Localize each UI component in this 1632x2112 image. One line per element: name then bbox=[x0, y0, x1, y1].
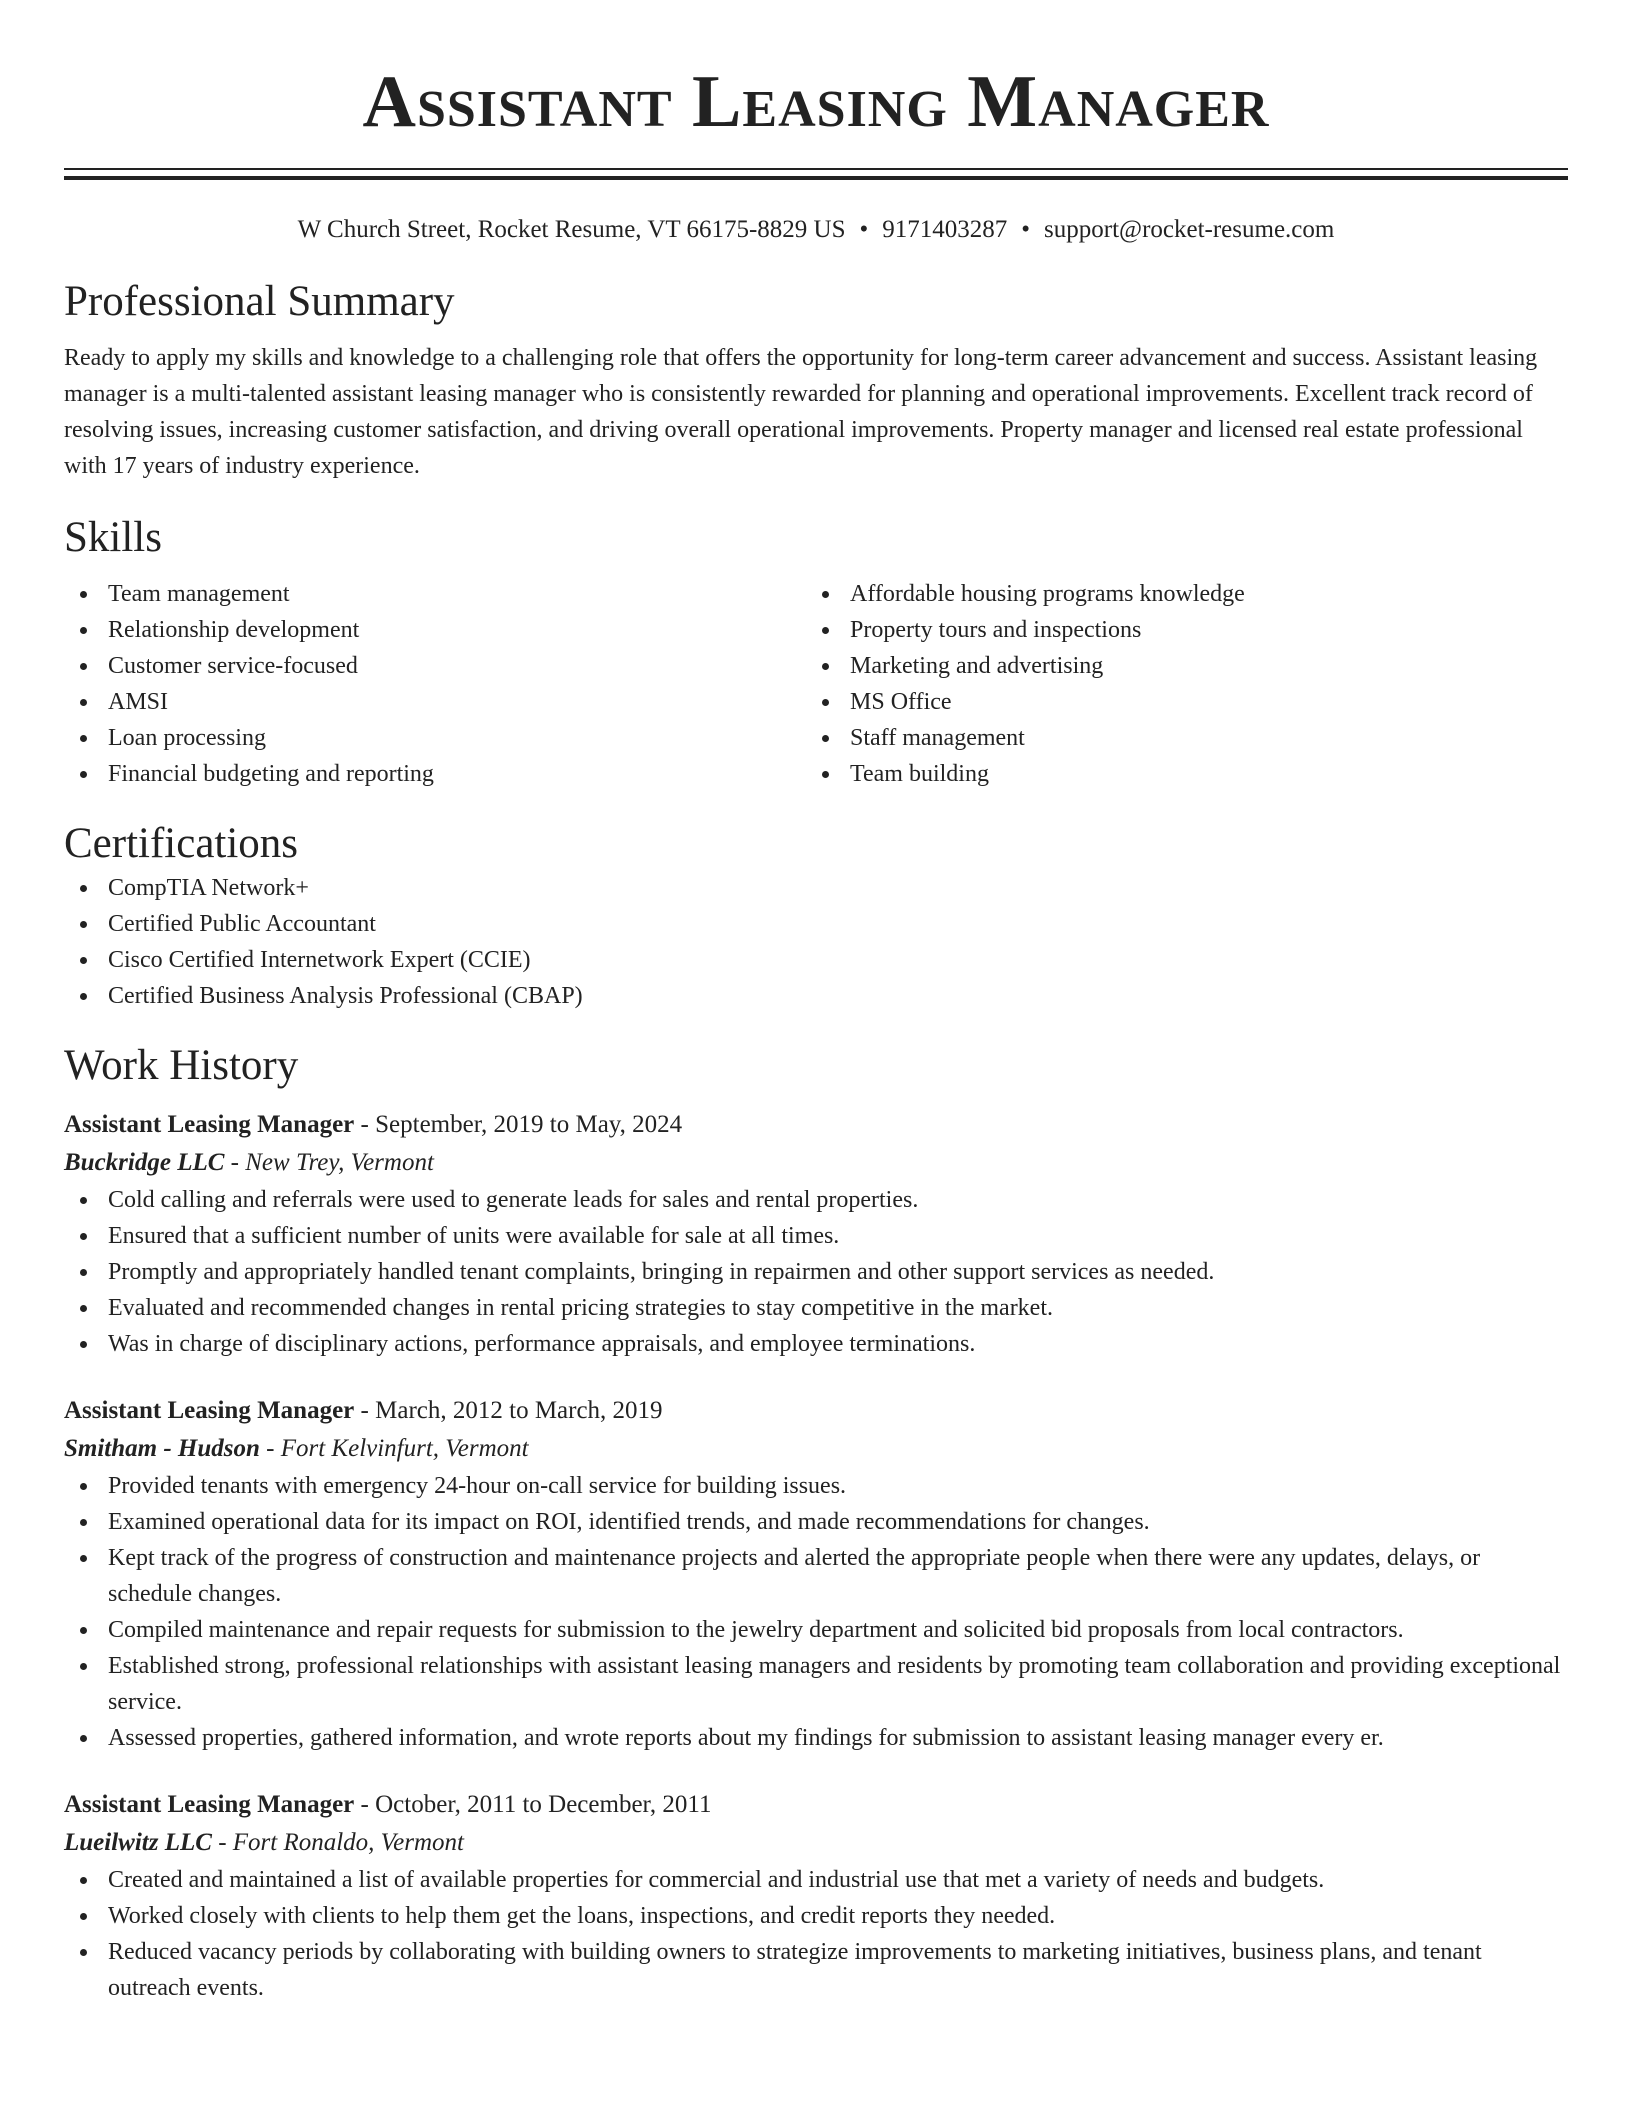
job-duties-list bbox=[64, 1862, 1568, 2006]
bullet-icon bbox=[80, 993, 87, 1000]
bullet-icon bbox=[822, 735, 829, 742]
bullet-icon bbox=[80, 1663, 87, 1670]
list-item-text: Certified Business Analysis Professional (CBAP) bbox=[108, 983, 583, 1009]
list-item bbox=[64, 1504, 1568, 1540]
bullet-icon bbox=[80, 699, 87, 706]
list-item bbox=[64, 1648, 1568, 1720]
summary-section-title: Professional Summary bbox=[64, 278, 455, 325]
bullet-icon bbox=[80, 1555, 87, 1562]
job-role: Assistant Leasing Manager bbox=[64, 1111, 355, 1138]
bullet-icon bbox=[80, 1341, 87, 1348]
bullet-icon bbox=[80, 957, 87, 964]
job-dates: - October, 2011 to December, 2011 bbox=[354, 1791, 712, 1818]
job-employer-line bbox=[64, 1430, 1568, 1468]
list-item bbox=[806, 684, 1548, 720]
list-item bbox=[64, 648, 806, 684]
job-duties-list bbox=[64, 1468, 1568, 1756]
contact-email: support@rocket-resume.com bbox=[1044, 216, 1335, 243]
list-item-text: Examined operational data for its impact on ROI, identified trends, and made recommendations for changes. bbox=[108, 1509, 1150, 1535]
list-item-text: Relationship development bbox=[108, 617, 360, 643]
bullet-icon bbox=[80, 735, 87, 742]
list-item-text: Affordable housing programs knowledge bbox=[850, 581, 1245, 607]
list-item bbox=[64, 1934, 1568, 2006]
list-item bbox=[64, 1612, 1568, 1648]
list-item-text: Provided tenants with emergency 24-hour on-call service for building issues. bbox=[108, 1473, 847, 1499]
job-employer-line bbox=[64, 1824, 1568, 1862]
list-item-text: Compiled maintenance and repair requests for submission to the jewelry department and solicited bid proposals from local contractors. bbox=[108, 1617, 1404, 1643]
bullet-icon bbox=[822, 771, 829, 778]
job-dates: - September, 2019 to May, 2024 bbox=[354, 1111, 683, 1138]
bullet-icon bbox=[80, 771, 87, 778]
list-item-text: Marketing and advertising bbox=[850, 653, 1104, 679]
header-divider-thick bbox=[64, 176, 1568, 180]
certifications-list bbox=[64, 870, 1568, 1014]
list-item-text: Ensured that a sufficient number of units were available for sale at all times. bbox=[108, 1223, 840, 1249]
list-item bbox=[64, 906, 1568, 942]
list-item bbox=[64, 1540, 1568, 1612]
contact-phone: 9171403287 bbox=[882, 216, 1008, 243]
skills-grid bbox=[64, 576, 1568, 792]
certifications-section-title: Certifications bbox=[64, 820, 299, 867]
list-item-text: Team management bbox=[108, 581, 290, 607]
job-duties-list bbox=[64, 1182, 1568, 1362]
list-item bbox=[806, 612, 1548, 648]
bullet-icon bbox=[80, 1197, 87, 1204]
list-item bbox=[64, 870, 1568, 906]
job-location: - Fort Ronaldo, Vermont bbox=[211, 1829, 465, 1856]
list-item-text: Customer service-focused bbox=[108, 653, 358, 679]
job-entry bbox=[64, 1786, 1568, 2006]
list-item-text: Worked closely with clients to help them get the loans, inspections, and credit reports they needed. bbox=[108, 1903, 1056, 1929]
list-item bbox=[64, 942, 1568, 978]
contact-separator: • bbox=[859, 216, 869, 243]
list-item-text: Certified Public Accountant bbox=[108, 911, 376, 937]
bullet-icon bbox=[80, 591, 87, 598]
list-item-text: Team building bbox=[850, 761, 989, 787]
list-item bbox=[806, 756, 1548, 792]
list-item-text: Property tours and inspections bbox=[850, 617, 1142, 643]
bullet-icon bbox=[80, 921, 87, 928]
bullet-icon bbox=[80, 663, 87, 670]
list-item-text: MS Office bbox=[850, 689, 952, 715]
list-item-text: Cisco Certified Internetwork Expert (CCIE) bbox=[108, 947, 531, 973]
list-item bbox=[64, 1290, 1568, 1326]
list-item bbox=[64, 1468, 1568, 1504]
list-item-text: Established strong, professional relationships with assistant leasing managers and residents by promoting team collaboration and providing exceptional service. bbox=[108, 1653, 1561, 1715]
list-item bbox=[64, 1218, 1568, 1254]
list-item-text: Kept track of the progress of construction and maintenance projects and alerted the appropriate people when there were any updates, delays, or schedule changes. bbox=[108, 1545, 1481, 1607]
list-item-text: Loan processing bbox=[108, 725, 266, 751]
job-heading bbox=[64, 1786, 1568, 1824]
header-divider-thin bbox=[64, 168, 1568, 170]
job-location: - New Trey, Vermont bbox=[224, 1149, 434, 1176]
list-item bbox=[806, 576, 1548, 612]
bullet-icon bbox=[822, 591, 829, 598]
list-item bbox=[64, 612, 806, 648]
list-item bbox=[806, 648, 1548, 684]
resume-page bbox=[64, 0, 1568, 2006]
list-item-text: CompTIA Network+ bbox=[108, 875, 309, 901]
job-employer-line bbox=[64, 1144, 1568, 1182]
list-item bbox=[64, 978, 1568, 1014]
skills-list-left bbox=[64, 576, 806, 792]
skills-list-right bbox=[806, 576, 1548, 792]
bullet-icon bbox=[80, 1519, 87, 1526]
bullet-icon bbox=[80, 885, 87, 892]
bullet-icon bbox=[822, 663, 829, 670]
bullet-icon bbox=[80, 1913, 87, 1920]
list-item bbox=[64, 720, 806, 756]
resume-name-heading: Assistant Leasing Manager bbox=[362, 61, 1270, 143]
list-item-text: Was in charge of disciplinary actions, performance appraisals, and employee terminations. bbox=[108, 1331, 976, 1357]
list-item-text: Assessed properties, gathered information, and wrote reports about my findings for submission to assistant leasing manager every er. bbox=[108, 1725, 1384, 1751]
job-entry bbox=[64, 1106, 1568, 1362]
list-item bbox=[64, 756, 806, 792]
list-item-text: Cold calling and referrals were used to generate leads for sales and rental properties. bbox=[108, 1187, 919, 1213]
job-heading bbox=[64, 1106, 1568, 1144]
skills-section-title: Skills bbox=[64, 514, 162, 561]
list-item bbox=[64, 576, 806, 612]
bullet-icon bbox=[80, 627, 87, 634]
contact-separator: • bbox=[1021, 216, 1031, 243]
contact-address: W Church Street, Rocket Resume, VT 66175-8829 US bbox=[297, 216, 846, 243]
list-item bbox=[64, 1182, 1568, 1218]
list-item bbox=[64, 1254, 1568, 1290]
list-item-text: AMSI bbox=[108, 689, 169, 715]
work-history-list bbox=[64, 1106, 1568, 2006]
job-company: Buckridge LLC bbox=[64, 1149, 225, 1176]
bullet-icon bbox=[80, 1483, 87, 1490]
list-item-text: Promptly and appropriately handled tenant complaints, bringing in repairmen and other support services as needed. bbox=[108, 1259, 1215, 1285]
bullet-icon bbox=[80, 1735, 87, 1742]
list-item-text: Reduced vacancy periods by collaborating with building owners to strategize improvements to marketing initiatives, business plans, and tenant outreach events. bbox=[108, 1939, 1482, 2001]
list-item bbox=[64, 1898, 1568, 1934]
job-company: Lueilwitz LLC bbox=[64, 1829, 212, 1856]
bullet-icon bbox=[80, 1269, 87, 1276]
list-item bbox=[64, 1862, 1568, 1898]
list-item bbox=[64, 1326, 1568, 1362]
list-item-text: Financial budgeting and reporting bbox=[108, 761, 434, 787]
list-item-text: Evaluated and recommended changes in rental pricing strategies to stay competitive in the market. bbox=[108, 1295, 1053, 1321]
list-item bbox=[64, 1720, 1568, 1756]
bullet-icon bbox=[80, 1949, 87, 1956]
summary-text: Ready to apply my skills and knowledge to a challenging role that offers the opportunity for long-term career advancement and success. Assistant leasing manager is a multi-talented assistant leasing manager who is consistently rewarded for planning and operational improvements. Excellent track record of resolving issues, increasing customer satisfaction, and driving overall operational improvements. Property manager and licensed real estate professional with 17 years of industry experience. bbox=[64, 345, 1538, 479]
list-item bbox=[64, 684, 806, 720]
bullet-icon bbox=[822, 627, 829, 634]
bullet-icon bbox=[80, 1627, 87, 1634]
list-item-text: Created and maintained a list of available properties for commercial and industrial use that met a variety of needs and budgets. bbox=[108, 1867, 1325, 1893]
job-role: Assistant Leasing Manager bbox=[64, 1397, 355, 1424]
work-history-section-title: Work History bbox=[64, 1042, 299, 1089]
bullet-icon bbox=[822, 699, 829, 706]
job-role: Assistant Leasing Manager bbox=[64, 1791, 355, 1818]
job-dates: - March, 2012 to March, 2019 bbox=[354, 1397, 663, 1424]
list-item bbox=[806, 720, 1548, 756]
bullet-icon bbox=[80, 1233, 87, 1240]
job-company: Smitham - Hudson bbox=[64, 1435, 260, 1462]
list-item-text: Staff management bbox=[850, 725, 1025, 751]
contact-line bbox=[64, 214, 1568, 246]
job-location: - Fort Kelvinfurt, Vermont bbox=[259, 1435, 529, 1462]
job-entry bbox=[64, 1392, 1568, 1756]
job-heading bbox=[64, 1392, 1568, 1430]
bullet-icon bbox=[80, 1877, 87, 1884]
bullet-icon bbox=[80, 1305, 87, 1312]
